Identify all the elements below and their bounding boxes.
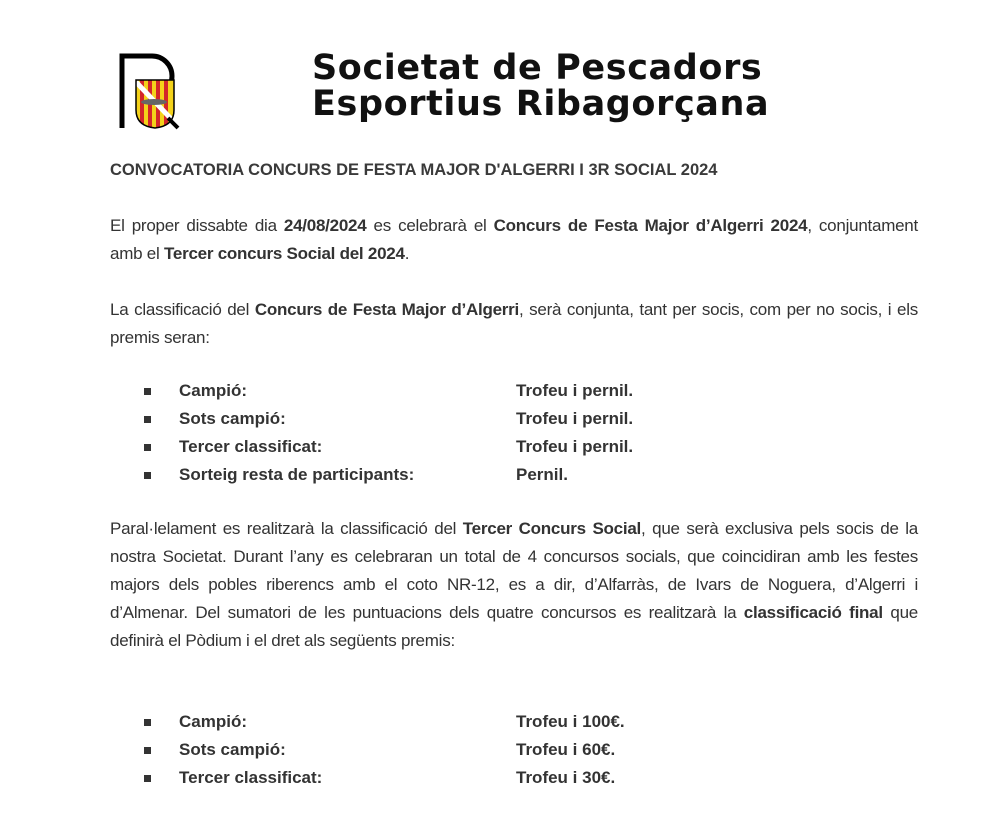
bold-text: 24/08/2024 <box>283 216 367 235</box>
prize-reward: Trofeu i 30€. <box>516 768 616 787</box>
paragraph-festa-classification <box>110 296 918 352</box>
prize-list-festa <box>140 377 840 489</box>
prize-position: Tercer classificat: <box>179 437 323 456</box>
text-run: , que serà exclusiva pels socis de la nostra Societat. Durant l’any es celebraran un total de 4 concursos socials, que coincidiran amb les festes majors dels pobles riberencs amb el coto NR-12, es a dir, d’Alfarràs, de Ivars de Noguera, d’Algerri i d’Almenar. Del sumatori de les puntuacions dels quatre concursos es realitzarà la <box>110 519 918 622</box>
prize-position: Sorteig resta de participants: <box>179 465 415 484</box>
square-bullet-icon <box>144 444 151 451</box>
society-logo <box>118 52 180 130</box>
bold-text: classificació final <box>743 603 883 622</box>
text-run: , conjuntament amb el <box>110 216 918 263</box>
document-title: CONVOCATORIA CONCURS DE FESTA MAJOR D'ALGERRI I 3R SOCIAL 2024 <box>110 161 718 179</box>
square-bullet-icon <box>144 472 151 479</box>
prize-item <box>140 764 840 792</box>
prize-position: Campió: <box>179 712 247 731</box>
square-bullet-icon <box>144 388 151 395</box>
organization-name <box>312 50 769 122</box>
prize-reward: Pernil. <box>516 465 568 484</box>
prize-reward: Trofeu i 60€. <box>516 740 616 759</box>
prize-position: Tercer classificat: <box>179 768 323 787</box>
square-bullet-icon <box>144 775 151 782</box>
prize-item <box>140 736 840 764</box>
prize-item <box>140 433 840 461</box>
prize-list-social <box>140 708 840 792</box>
text-run: El proper dissabte dia <box>110 216 284 235</box>
bold-text: Tercer Concurs Social <box>462 519 642 538</box>
bold-text: Concurs de Festa Major d’Algerri <box>254 300 520 319</box>
prize-item <box>140 377 840 405</box>
prize-position: Sots campió: <box>179 409 286 428</box>
prize-item <box>140 405 840 433</box>
prize-reward: Trofeu i pernil. <box>516 409 634 428</box>
bold-text: Tercer concurs Social del 2024 <box>164 244 405 263</box>
square-bullet-icon <box>144 747 151 754</box>
text-run: . <box>404 244 410 263</box>
prize-reward: Trofeu i 100€. <box>516 712 625 731</box>
text-run: , serà conjunta, tant per socis, com per no socis, i els premis seran: <box>110 300 918 347</box>
prize-item <box>140 708 840 736</box>
prize-position: Sots campió: <box>179 740 286 759</box>
text-run: Paral·lelament es realitzarà la classificació del <box>110 519 463 538</box>
paragraph-social-classification <box>110 515 918 655</box>
paragraph-intro <box>110 212 918 268</box>
text-run: es celebrarà el <box>366 216 494 235</box>
prize-reward: Trofeu i pernil. <box>516 437 634 456</box>
org-name-line2: Esportius Ribagorçana <box>312 84 770 124</box>
org-name-line1: Societat de Pescadors <box>312 48 763 88</box>
text-run: que definirà el Pòdium i el dret als següents premis: <box>110 603 918 650</box>
square-bullet-icon <box>144 719 151 726</box>
square-bullet-icon <box>144 416 151 423</box>
bold-text: Concurs de Festa Major d’Algerri 2024 <box>493 216 808 235</box>
prize-item <box>140 461 840 489</box>
prize-reward: Trofeu i pernil. <box>516 381 634 400</box>
prize-position: Campió: <box>179 381 247 400</box>
text-run: La classificació del <box>110 300 255 319</box>
